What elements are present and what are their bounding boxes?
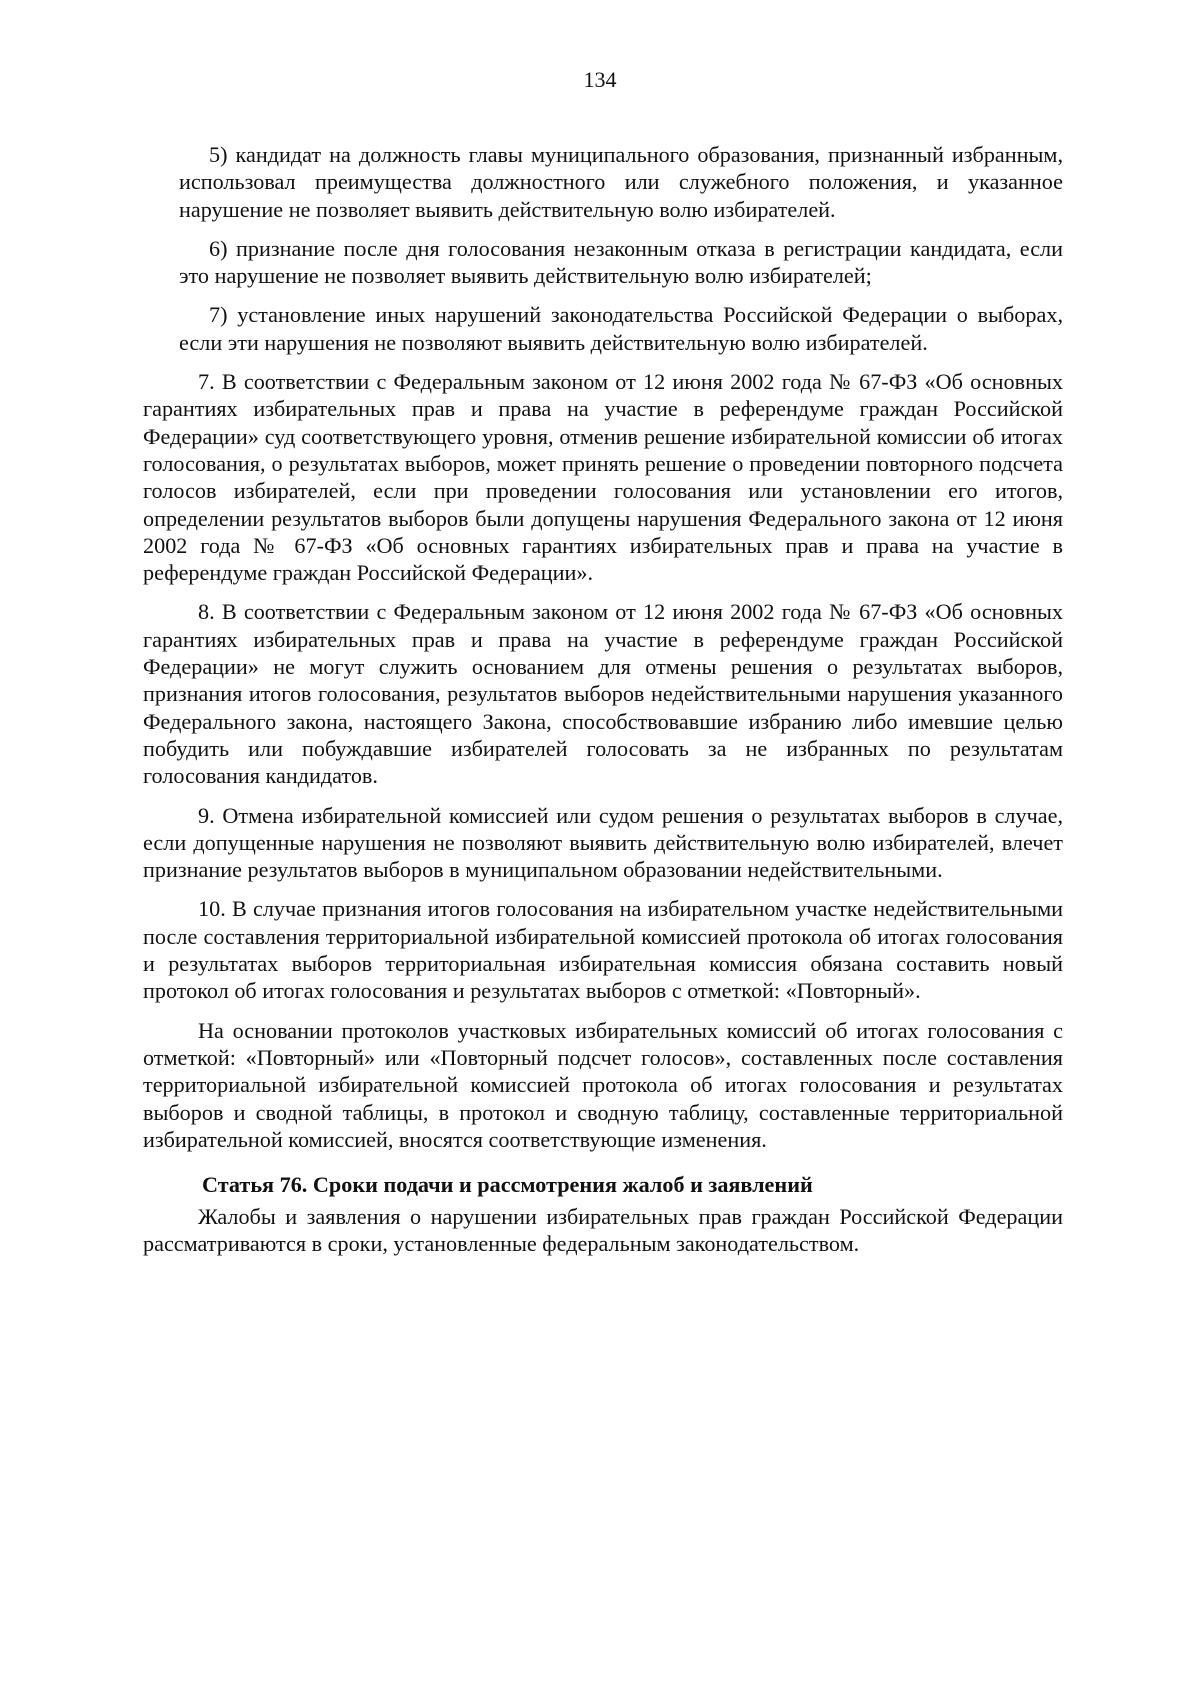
list-item-6: 6) признание после дня голосования незаконным отказа в регистрации кандидата, если это нарушение не позволяет выявить действительную волю избирателей; bbox=[179, 235, 1063, 289]
paragraph-9: 9. Отмена избирательной комиссией или судом решения о результатах выборов в случае, если допущенные нарушения не позволяют выявить действительную волю избирателей, влечет признание результатов выборов в муниципальном образовании недействительными. bbox=[143, 802, 1063, 883]
paragraph-8: 8. В соответствии с Федеральным законом от 12 июня 2002 года № 67-ФЗ «Об основных гарантиях избирательных прав и права на участие в референдуме граждан Российской Федерации» не могут служить основанием для отмены решения о результатах выборов, признания итогов голосования, результатов выборов недействительными нарушения указанного Федерального закона, настоящего Закона, способствовавшие избранию либо имевшие целью побудить или побуждавшие избирателей голосовать за не избранных по результатам голосования кандидатов. bbox=[143, 599, 1063, 789]
list-item-5: 5) кандидат на должность главы муниципального образования, признанный избранным, использовал преимущества должностного или служебного положения, и указанное нарушение не позволяет выявить действительную волю избирателей. bbox=[179, 142, 1063, 222]
paragraph-10: 10. В случае признания итогов голосования на избирательном участке недействительными после составления территориальной избирательной комиссией протокола об итогах голосования и результатах выборов территориальная избирательная комиссия обязана составить новый протокол об итогах голосования и результатах выборов с отметкой: «Повторный». bbox=[143, 896, 1063, 1004]
document-body bbox=[143, 141, 1063, 1270]
list-item-7: 7) установление иных нарушений законодательства Российской Федерации о выборах, если эти нарушения не позволяют выявить действительную волю избирателей. bbox=[179, 302, 1063, 355]
article-76-heading: Статья 76. Сроки подачи и рассмотрения жалоб и заявлений bbox=[202, 1172, 813, 1198]
paragraph-7: 7. В соответствии с Федеральным законом от 12 июня 2002 года № 67-ФЗ «Об основных гарантиях избирательных прав и права на участие в референдуме граждан Российской Федерации» суд соответствующего уровня, отменив решение избирательной комиссии об итогах голосования, о результатах выборов, может принять решение о проведении повторного подсчета голосов избирателей, если при проведении голосования или установлении его итогов, определении результатов выборов были допущены нарушения Федерального закона от 12 июня 2002 года № 67-ФЗ «Об основных гарантиях избирательных прав и права на участие в референдуме граждан Российской Федерации». bbox=[143, 369, 1063, 586]
paragraph-protocol-changes: На основании протоколов участковых избирательных комиссий об итогах голосования с отметкой: «Повторный» или «Повторный подсчет голосов», составленных после составления территориальной избирательной комиссией протокола об итогах голосования и результатах выборов и сводной таблицы, в протокол и сводную таблицу, составленные территориальной избирательной комиссией, вносятся соответствующие изменения. bbox=[143, 1017, 1063, 1152]
page-number: 134 bbox=[583, 67, 617, 92]
article-76-paragraph: Жалобы и заявления о нарушении избирательных прав граждан Российской Федерации рассматриваются в сроки, установленные федеральным законодательством. bbox=[143, 1204, 1063, 1257]
